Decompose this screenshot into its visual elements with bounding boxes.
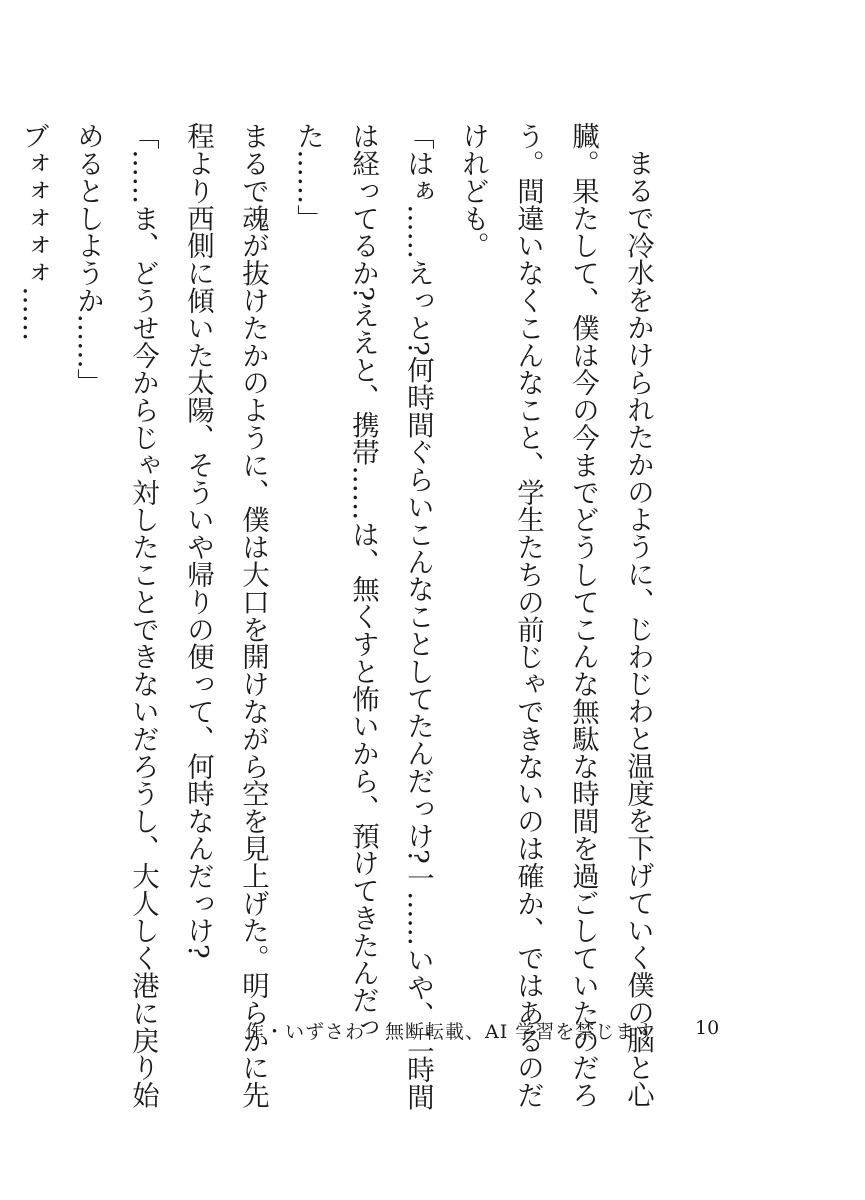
paragraph-dialog: 「はぁ……えっと?何時間ぐらいこんなことしてたんだっけ?一……いや、二時間は経ってるか?ええと、携帯……は、無くすと怖いから、預けてきたんだった……」 [292, 122, 433, 1111]
paragraph-dialog: 「……ま、どうせ今からじゃ対したことできないだろうし、大人しく港に戻り始めるとしようか……」 [72, 122, 158, 1109]
author-credit: 作・いずさわ 無断転載、AI 学習を禁じます [245, 1021, 656, 1043]
page-number: 10 [695, 1017, 720, 1039]
paragraph-sound-effect: ブォォォォォ…… [17, 122, 48, 342]
vertical-body-text [5, 122, 665, 1112]
paragraph-narration: まるで冷水をかけられたかのように、じわじわと温度を下げていく僕の脳と心臓。果たして、僕は今の今までどうしてこんな無駄な時間を過ごしていたのだろう。間違いなくこんなこと、学生たちの前じゃできないのは確か、ではあるのだけれども。 [457, 122, 653, 1109]
paragraph-narration: まるで魂が抜けたかのように、僕は大口を開けながら空を見上げた。明らかに先程より西側に傾いた太陽、そういや帰りの便って、何時なんだっけ? [182, 122, 268, 1109]
page-footer [0, 1007, 865, 1047]
